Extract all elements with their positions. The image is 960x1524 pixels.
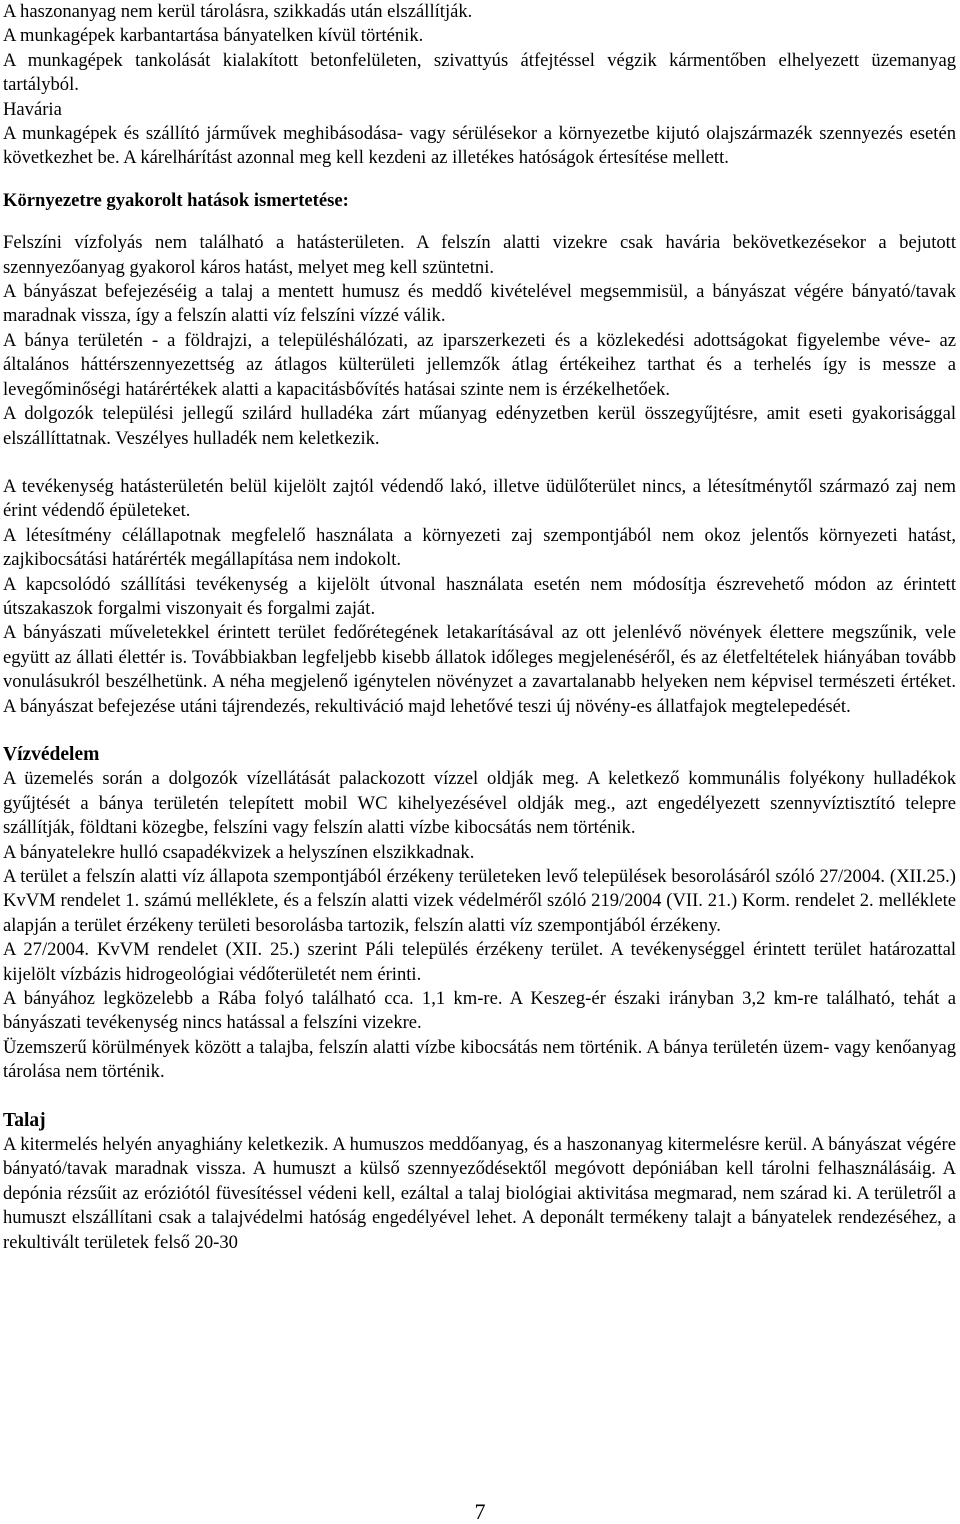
paragraph: Felszíni vízfolyás nem található a hatásterületen. A felszín alatti vizekre csak havária bekövetkezésekor a bejutott szennyezőanyag gyakorol káros hatást, melyet meg kell szüntetni.: [3, 232, 956, 278]
page-number: 7: [474, 1499, 486, 1524]
paragraph: A haszonanyag nem kerül tárolásra, szikkadás után elszállítják.: [3, 1, 473, 22]
paragraph: Üzemszerű körülmények között a talajba, felszín alatti vízbe kibocsátás nem történik. A bánya területén üzem- vagy kenőanyag tárolása nem történik.: [3, 1036, 956, 1083]
paragraph: A bánya területén - a földrajzi, a településhálózati, az iparszerkezeti és a közlekedési adottságokat figyelembe véve- az általános háttérszennyezettség az átlagos külterületi jellemzők átlag értékeihez tarthat és a terhelés így is messze a levegőminőségi határértékek alatti a kapacitásbővítés hatásai szinte nem is érzékelhetőek.: [3, 329, 956, 400]
paragraph: A 27/2004. KvVM rendelet (XII. 25.) szerint Páli település érzékeny terület. A tevékenységgel érintett terület határozattal kijelölt vízbázis hidrogeológiai védőterületét nem érinti.: [3, 939, 956, 985]
paragraph: A tevékenység hatásterületén belül kijelölt zajtól védendő lakó, illetve üdülőterület nincs, a létesítménytől származó zaj nem érint védendő épületeket.: [3, 475, 956, 522]
paragraph: A bányászat befejezéséig a talaj a mentett humusz és meddő kivételével megsemmisül, a bányászat végére bányató/tavak maradnak vissza, így a felszín alatti víz felszíni vízzé válik.: [3, 281, 956, 327]
paragraph: A munkagépek és szállító járművek meghibásodása- vagy sérülésekor a környezetbe kijutó olajszármazék szennyezés esetén következhet be. A kárelhárítást azonnal meg kell kezdeni az illetékes hatóságok értesítése mellett.: [3, 123, 956, 169]
paragraph: A létesítmény célállapotnak megfelelő használata a környezeti zaj szempontjából nem okoz jelentős környezeti hatást, zajkibocsátási határérték megállapítása nem indokolt.: [3, 524, 956, 571]
paragraph: A bányához legközelebb a Rába folyó található cca. 1,1 km-re. A Keszeg-ér északi irányban 3,2 km-re található, tehát a bányászati tevékenység nincs hatással a felszíni vizekre.: [3, 988, 956, 1034]
spacer: [3, 451, 956, 475]
paragraph: A üzemelés során a dolgozók vízellátását palackozott vízzel oldják meg. A keletkező kommunális folyékony hulladékok gyűjtését a bánya területén telepített mobil WC kihelyezésével oldják meg., azt engedélyezett szennyvíztisztító telepre szállítják, földtani közegbe, felszíni vagy felszín alatti vízbe kibocsátás nem történik.: [3, 768, 956, 839]
paragraph: A dolgozók települési jellegű szilárd hulladéka zárt műanyag edényzetben kerül összegyűjtésre, amit eseti gyakorisággal elszállíttatnak. Veszélyes hulladék nem keletkezik.: [3, 403, 956, 449]
paragraph: Havária: [3, 98, 62, 120]
page-body: [3, 0, 956, 1255]
paragraph: A bányatelekre hulló csapadékvizek a helyszínen elszikkadnak.: [3, 841, 475, 863]
spacer: [3, 213, 956, 231]
paragraph: A terület a felszín alatti víz állapota szempontjából érzékeny területeken levő települések besorolásáról szóló 27/2004. (XII.25.) KvVM rendelet 1. számú melléklete, és a felszín alatti vizek védelméről szóló 219/2004 (VII. 21.) Korm. rendelet 2. melléklete alapján a terület érzékeny területi besorolásba tartozik, felszín alatti víz szempontjából érzékeny.: [3, 866, 956, 936]
paragraph: A kitermelés helyén anyaghiány keletkezik. A humuszos meddőanyag, és a haszonanyag kitermelésre kerül. A bányászat végére bányató/tavak maradnak vissza. A humuszt a külső szennyeződésektől megóvott depóniában kell tárolni felhasználásáig. A depónia rézsűit az eróziótól füvesítéssel védeni kell, ezáltal a talaj biológiai aktivitása megmarad, nem szárad ki. A területről a humuszt elszállítani csak a talajvédelmi hatóság engedélyével lehet. A deponált termékeny talajt a bányatelek rendezéséhez, a rekultivált területek felső 20-30: [3, 1134, 956, 1253]
paragraph: A munkagépek karbantartása bányatelken kívül történik.: [3, 25, 424, 47]
spacer: [3, 719, 956, 743]
spacer: [3, 1085, 956, 1109]
paragraph: A bányászati műveletekkel érintett terület fedőrétegének letakarításával az ott jelenlévő növények élettere megszűnik, vele együtt az állati élettér is. Továbbiakban legfeljebb kisebb állatok időleges megjelenéséről, és az életfeltételek hiányában tovább vonulásukról beszélhetünk. A néha megjelenő igénytelen növényzet a zavartalanabb helyeken nem képvisel természeti értéket. A bányászat befejezése utáni tájrendezés, rekultiváció majd lehetővé teszi új növény-es állatfajok megtelepedését.: [3, 622, 956, 717]
paragraph: A munkagépek tankolását kialakított betonfelületen, szivattyús átfejtéssel végzik kármentőben elhelyezett üzemanyag tartályból.: [3, 49, 956, 96]
paragraph: A kapcsolódó szállítási tevékenység a kijelölt útvonal használata esetén nem módosítja észrevehető módon az érintett útszakaszok forgalmi viszonyait és forgalmi zaját.: [3, 573, 956, 619]
section-title: Talaj: [3, 1109, 46, 1131]
section-title: Vízvédelem: [3, 743, 100, 765]
spacer: [3, 171, 956, 189]
section-heading: Környezetre gyakorolt hatások ismertetése:: [3, 189, 349, 211]
